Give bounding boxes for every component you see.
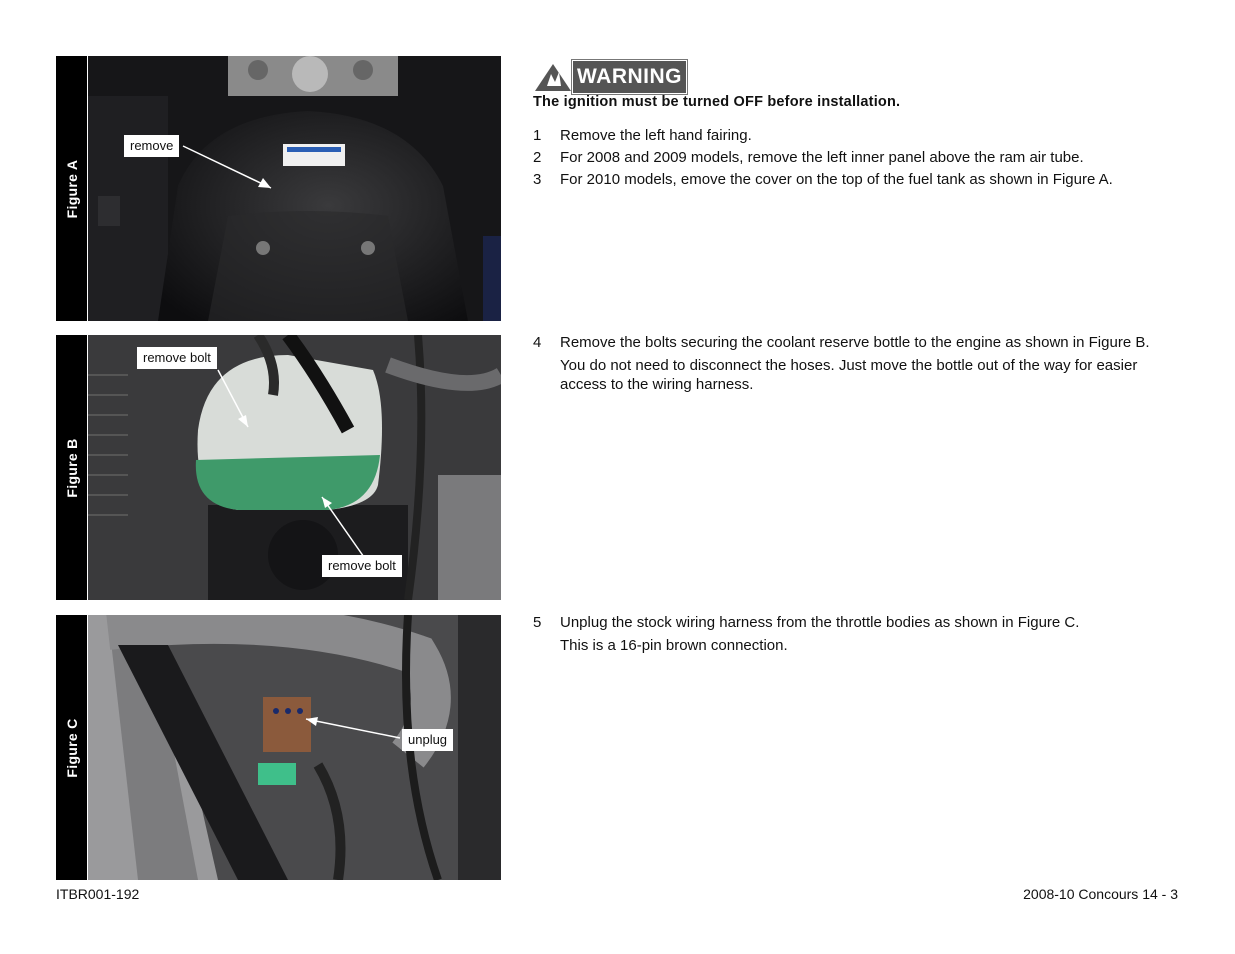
figure-b: [56, 335, 501, 600]
step-4: [533, 333, 1173, 352]
step-number: 5: [533, 614, 542, 631]
step-5-note: This is a 16-pin brown connection.: [560, 637, 788, 654]
steps-group-3: [533, 613, 1193, 655]
steps-group-1: [533, 126, 1193, 192]
step-text: For 2010 models, emove the cover on the top of the fuel tank as shown in Figure A.: [560, 171, 1113, 188]
figure-a-photo: [88, 56, 501, 321]
figure-b-callout-remove-bolt-top: remove bolt: [137, 347, 217, 369]
figure-b-label: Figure B: [63, 437, 80, 498]
figure-a: [56, 56, 501, 321]
figure-b-photo: [88, 335, 501, 600]
step-text: Remove the bolts securing the coolant reserve bottle to the engine as shown in Figure B.: [560, 334, 1150, 351]
footer-doc-id: ITBR001-192: [56, 886, 140, 902]
figure-b-callout-remove-bolt-bottom: remove bolt: [322, 555, 402, 577]
figure-a-label: Figure A: [63, 159, 80, 218]
figure-b-label-bar: [56, 335, 87, 600]
step-5: [533, 613, 1193, 632]
steps-group-2: [533, 333, 1173, 394]
warning-sign: [533, 61, 686, 93]
step-1: [533, 126, 1193, 145]
footer-page-info: 2008-10 Concours 14 - 3: [1023, 886, 1178, 902]
warning-text: The ignition must be turned OFF before installation.: [533, 94, 901, 110]
figure-c: [56, 615, 501, 880]
step-text: Unplug the stock wiring harness from the throttle bodies as shown in Figure C.: [560, 614, 1080, 631]
step-number: 1: [533, 127, 542, 144]
step-4-note: You do not need to disconnect the hoses. Just move the bottle out of the way for easier access to the wiring harness.: [560, 357, 1138, 393]
warning-label: WARNING: [573, 61, 686, 93]
step-text: For 2008 and 2009 models, remove the left inner panel above the ram air tube.: [560, 149, 1084, 166]
step-number: 3: [533, 171, 542, 188]
step-number: 2: [533, 149, 542, 166]
step-3: [533, 170, 1193, 189]
figure-c-label: Figure C: [63, 717, 80, 778]
figure-c-label-bar: [56, 615, 87, 880]
figure-c-callout-unplug: unplug: [402, 729, 453, 751]
step-number: 4: [533, 334, 542, 351]
step-text: Remove the left hand fairing.: [560, 127, 752, 144]
step-2: [533, 148, 1193, 167]
figure-a-callout-remove: remove: [124, 135, 179, 157]
warning-hand-icon: [533, 62, 573, 92]
figure-a-label-bar: [56, 56, 87, 321]
figure-c-photo: [88, 615, 501, 880]
